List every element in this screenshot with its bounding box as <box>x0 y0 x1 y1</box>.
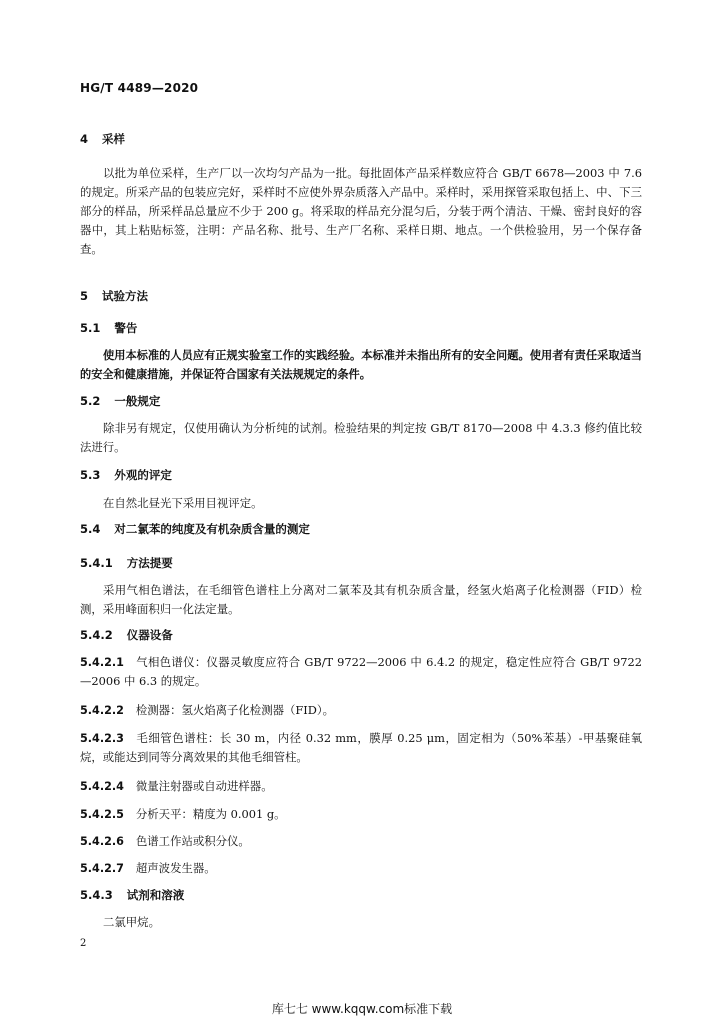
item-text: 超声波发生器。 <box>135 861 216 875</box>
section-5-1-heading <box>80 320 137 336</box>
item-number: 5.4.2.3 <box>80 732 124 745</box>
section-title: 试剂和溶液 <box>126 888 185 902</box>
item-text: 毛细管色谱柱：长 30 m，内径 0.32 mm，膜厚 0.25 μm，固定相为（50%苯基）-甲基聚硅氧烷，或能达到同等分离效果的其他毛细管柱。 <box>80 731 642 764</box>
section-4-heading <box>80 131 125 147</box>
section-number: 5.3 <box>80 468 101 482</box>
section-number: 5 <box>80 289 89 303</box>
section-number: 5.4.1 <box>80 556 113 570</box>
section-title: 警告 <box>114 321 138 335</box>
section-number: 5.4.3 <box>80 888 113 902</box>
section-5-4-2-heading <box>80 627 173 643</box>
item-number: 5.4.2.4 <box>80 780 124 793</box>
item-number: 5.4.2.5 <box>80 808 124 821</box>
section-title: 外观的评定 <box>114 468 172 482</box>
section-title: 采样 <box>102 132 126 146</box>
item-text: 分析天平：精度为 0.001 g。 <box>135 807 286 821</box>
section-5-4-heading <box>80 521 310 537</box>
footer-watermark: 库七七 www.kqqw.com标准下载 <box>271 1002 453 1016</box>
item-5-4-2-6 <box>80 832 642 851</box>
item-text: 微量注射器或自动进样器。 <box>135 779 273 793</box>
section-5-2-heading <box>80 393 160 409</box>
section-title: 仪器设备 <box>126 628 173 642</box>
item-5-4-2-5 <box>80 805 642 824</box>
item-text: 检测器：氢火焰离子化检测器（FID）。 <box>135 703 334 717</box>
section-title: 方法提要 <box>126 556 173 570</box>
section-number: 5.4.2 <box>80 628 113 642</box>
item-text: 气相色谱仪：仪器灵敏度应符合 GB/T 9722—2006 中 6.4.2 的规定，稳定性应符合 GB/T 9722—2006 中 6.3 的规定。 <box>80 655 642 688</box>
section-5-4-3-body: 二氯甲烷。 <box>103 915 160 929</box>
section-5-3-body: 在自然北昼光下采用目视评定。 <box>103 496 263 510</box>
item-5-4-2-3 <box>80 729 642 767</box>
section-title: 对二氯苯的纯度及有机杂质含量的测定 <box>114 522 310 536</box>
standard-id: HG/T 4489—2020 <box>80 81 199 95</box>
item-5-4-2-7 <box>80 859 642 878</box>
section-5-1-body: 使用本标准的人员应有正规实验室工作的实践经验。本标准并未指出所有的安全问题。使用者有责任采取适当的安全和健康措施，并保证符合国家有关法规规定的条件。 <box>80 349 642 381</box>
section-5-4-3-heading <box>80 887 184 903</box>
item-5-4-2-1 <box>80 653 642 691</box>
item-text: 色谱工作站或积分仪。 <box>135 834 250 848</box>
section-number: 5.4 <box>80 522 101 536</box>
section-number: 5.1 <box>80 321 101 335</box>
section-5-4-1-body: 采用气相色谱法，在毛细管色谱柱上分离对二氯苯及其有机杂质含量，经氢火焰离子化检测器（FID）检测，采用峰面积归一化法定量。 <box>80 583 642 616</box>
item-number: 5.4.2.2 <box>80 704 124 717</box>
section-title: 一般规定 <box>114 394 161 408</box>
page-number: 2 <box>80 938 87 949</box>
item-5-4-2-2 <box>80 701 642 720</box>
section-number: 5.2 <box>80 394 101 408</box>
item-number: 5.4.2.1 <box>80 656 124 669</box>
section-5-4-1-heading <box>80 555 173 571</box>
section-5-3-heading <box>80 467 172 483</box>
item-5-4-2-4 <box>80 777 642 796</box>
item-number: 5.4.2.7 <box>80 862 124 875</box>
section-number: 4 <box>80 132 89 146</box>
section-title: 试验方法 <box>102 289 149 303</box>
section-5-heading <box>80 288 148 304</box>
section-4-body: 以批为单位采样，生产厂以一次均匀产品为一批。每批固体产品采样数应符合 GB/T 6678—2003 中 7.6 的规定。所采产品的包装应完好，采样时不应使外界杂质落入产品中。采样时，采用探管采取包括上、中、下三部分的样品，所采样品总量应不少于 200 g。将采取的样品充分混匀后，分装于两个清洁、干燥、密封良好的容器中，其上粘贴标签，注明：产品名称、批号、生产厂名称、采样日期、地点。一个供检验用，另一个保存备查。 <box>80 166 642 256</box>
item-number: 5.4.2.6 <box>80 835 124 848</box>
section-5-2-body: 除非另有规定，仅使用确认为分析纯的试剂。检验结果的判定按 GB/T 8170—2008 中 4.3.3 修约值比较法进行。 <box>80 421 642 454</box>
